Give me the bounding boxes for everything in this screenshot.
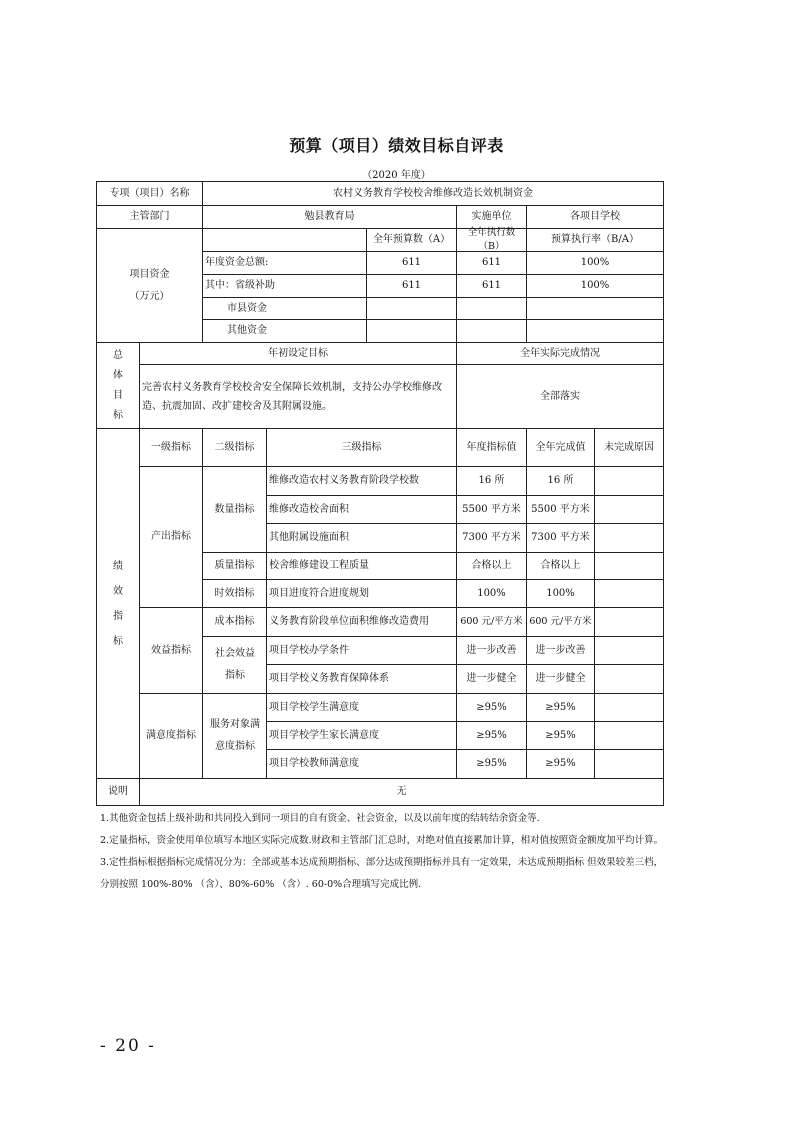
page-title: 预算（项目）绩效目标自评表: [289, 136, 504, 155]
indicator-reason: [595, 467, 663, 495]
funds-row-exec: [457, 320, 526, 342]
indicator-reason: [595, 608, 663, 636]
funds-row-rate: 100%: [580, 280, 610, 291]
funds-row-rate: 100%: [580, 257, 610, 268]
header-l2: 二级指标: [214, 441, 255, 453]
perf-label-char: 指: [113, 610, 123, 622]
l2-quantity: 数量指标: [214, 503, 255, 515]
indicator-done: 100%: [546, 587, 575, 599]
indicator-reason: [595, 553, 663, 579]
indicator-done: 600 元/平方米: [529, 616, 592, 627]
indicator-done: 合格以上: [540, 560, 581, 571]
indicator-name: 项目学校教师满意度: [269, 758, 359, 769]
perf-label-char: 绩: [113, 560, 123, 572]
indicator-target: 合格以上: [471, 560, 512, 571]
indicator-target: 16 所: [478, 475, 505, 486]
overall-label-char: 体: [113, 369, 123, 381]
overall-label-char: 标: [113, 409, 123, 421]
indicator-target: 7300 平方米: [462, 532, 521, 543]
indicator-done: 进一步改善: [535, 644, 586, 656]
perf-label-char: 效: [113, 585, 123, 597]
goal-header: 年初设定目标: [268, 347, 328, 359]
funds-row-exec: [457, 298, 526, 319]
footnote: 3.定性指标根据指标完成情况分为：全部或基本达成预期指标、部分达成预期指标并具有一定效果，未达成预期指标 但效果较差三档，分别按照 100%-80% （含）、80%-60% （含）. 60-0%合理填写完成比例.: [100, 857, 664, 890]
indicator-done: ≥95%: [545, 758, 576, 769]
overall-label-char: 目: [113, 389, 123, 401]
header-reason: 未完成原因: [604, 441, 654, 453]
indicator-done: ≥95%: [545, 701, 576, 713]
indicator-reason: [595, 665, 663, 693]
l2-social: 社会效益指标: [215, 648, 255, 681]
indicator-name: 维修改造校舍面积: [269, 503, 349, 515]
indicator-name: 项目进度符合进度规划: [269, 587, 369, 599]
funds-row-budget: 611: [401, 257, 422, 268]
indicator-reason: [595, 496, 663, 523]
funds-row-exec: 611: [481, 280, 502, 291]
header-l3: 三级指标: [341, 441, 382, 453]
col-rate-header: 预算执行率（B/A）: [551, 234, 639, 245]
impl-value: 各项目学校: [570, 211, 620, 222]
indicator-reason: [595, 637, 663, 664]
indicator-done: 7300 平方米: [531, 532, 590, 543]
goal-text: 完善农村义务教育学校校舍安全保障长效机制，支持公办学校维修改造、抗震加固、改扩建校舍及其附属设施。: [142, 381, 442, 412]
indicator-target: 600 元/平方米: [460, 616, 523, 627]
perf-label-char: 标: [113, 635, 123, 647]
header-target: 年度指标值: [466, 441, 517, 453]
indicator-name: 维修改造农村义务教育阶段学校数: [269, 475, 419, 486]
project-name: 农村义务教育学校校舍维修改造长效机制资金: [333, 187, 533, 199]
indicator-target: 进一步健全: [466, 673, 517, 684]
col-budget-header: 全年预算数（A）: [372, 234, 451, 245]
indicator-done: ≥95%: [545, 729, 576, 741]
indicator-name: 项目学校办学条件: [269, 644, 349, 656]
funds-row-exec: 611: [481, 257, 502, 268]
perf-indicators-label: [97, 429, 139, 778]
indicator-name: 项目学校义务教育保障体系: [269, 673, 389, 684]
project-name-label: 专项（项目）名称: [109, 187, 190, 199]
indicator-reason: [595, 722, 663, 749]
indicator-name: 项目学校学生满意度: [269, 701, 359, 713]
indicator-name: 项目学校学生家长满意度: [269, 729, 379, 741]
funds-label: 项目资金: [129, 268, 170, 280]
funds-row-budget: 611: [401, 280, 422, 291]
dept-value: 勉县教育局: [304, 211, 355, 222]
l2-service: 服务对象满意度指标: [210, 719, 260, 752]
funds-row-rate: [527, 320, 663, 342]
remark-value: 无: [396, 786, 407, 797]
impl-label: 实施单位: [471, 211, 512, 222]
funds-row-budget: [367, 320, 456, 342]
indicator-reason: [595, 694, 663, 721]
funds-row-label: 其中：省级补助: [205, 280, 275, 291]
actual-text: 全部落实: [540, 390, 580, 402]
indicator-target: ≥95%: [476, 729, 507, 741]
indicator-target: ≥95%: [476, 701, 507, 713]
indicator-done: 5500 平方米: [531, 503, 590, 515]
indicator-target: 进一步改善: [466, 644, 517, 656]
remark-label: 说明: [108, 786, 128, 797]
indicator-target: 5500 平方米: [462, 503, 521, 515]
l2-time: 时效指标: [214, 587, 255, 599]
l2-cost: 成本指标: [214, 616, 255, 627]
l1-output: 产出指标: [151, 531, 191, 542]
indicator-target: ≥95%: [476, 758, 507, 769]
col-exec-header: 全年执行数（B）: [467, 227, 516, 252]
l1-satisfaction: 满意度指标: [146, 730, 196, 741]
header-l1: 一级指标: [151, 441, 191, 453]
indicator-name: 义务教育阶段单位面积维修改造费用: [269, 616, 429, 627]
footnote: 2.定量指标，资金使用单位填写本地区实际完成数.财政和主管部门汇总时，对绝对值直接累加计算，相对值按照资金额度加平均计算。: [100, 835, 664, 846]
footnotes: [100, 808, 670, 896]
l1-benefit: 效益指标: [151, 644, 191, 656]
overall-label-char: 总: [113, 349, 123, 361]
dept-label: 主管部门: [129, 211, 170, 222]
indicator-reason: [595, 524, 663, 552]
overall-goal-label: [97, 343, 139, 428]
header-done: 全年完成值: [535, 441, 586, 453]
indicator-done: 16 所: [547, 475, 574, 486]
indicator-reason: [595, 750, 663, 778]
funds-label-cell: [97, 229, 202, 342]
indicator-done: 进一步健全: [535, 673, 586, 684]
funds-row-label: 年度资金总额:: [205, 257, 269, 268]
page-subtitle: （2020 年度）: [362, 170, 431, 181]
l2-quality: 质量指标: [214, 560, 255, 571]
indicator-name: 其他附属设施面积: [269, 532, 349, 543]
page-number: - 20 -: [100, 1036, 156, 1056]
indicator-target: 100%: [477, 587, 506, 599]
funds-row-label: 市县资金: [227, 302, 267, 314]
indicator-name: 校舍维修建设工程质量: [269, 560, 369, 571]
actual-header: 全年实际完成情况: [520, 347, 600, 359]
funds-row-budget: [367, 298, 456, 319]
footnote: 1.其他资金包括上级补助和共同投入到同一项目的自有资金、社会资金，以及以前年度的结转结余资金等.: [100, 813, 540, 824]
funds-unit: （万元）: [129, 290, 170, 302]
funds-row-label: 其他资金: [227, 325, 267, 336]
indicator-reason: [595, 580, 663, 607]
funds-row-rate: [527, 298, 663, 319]
